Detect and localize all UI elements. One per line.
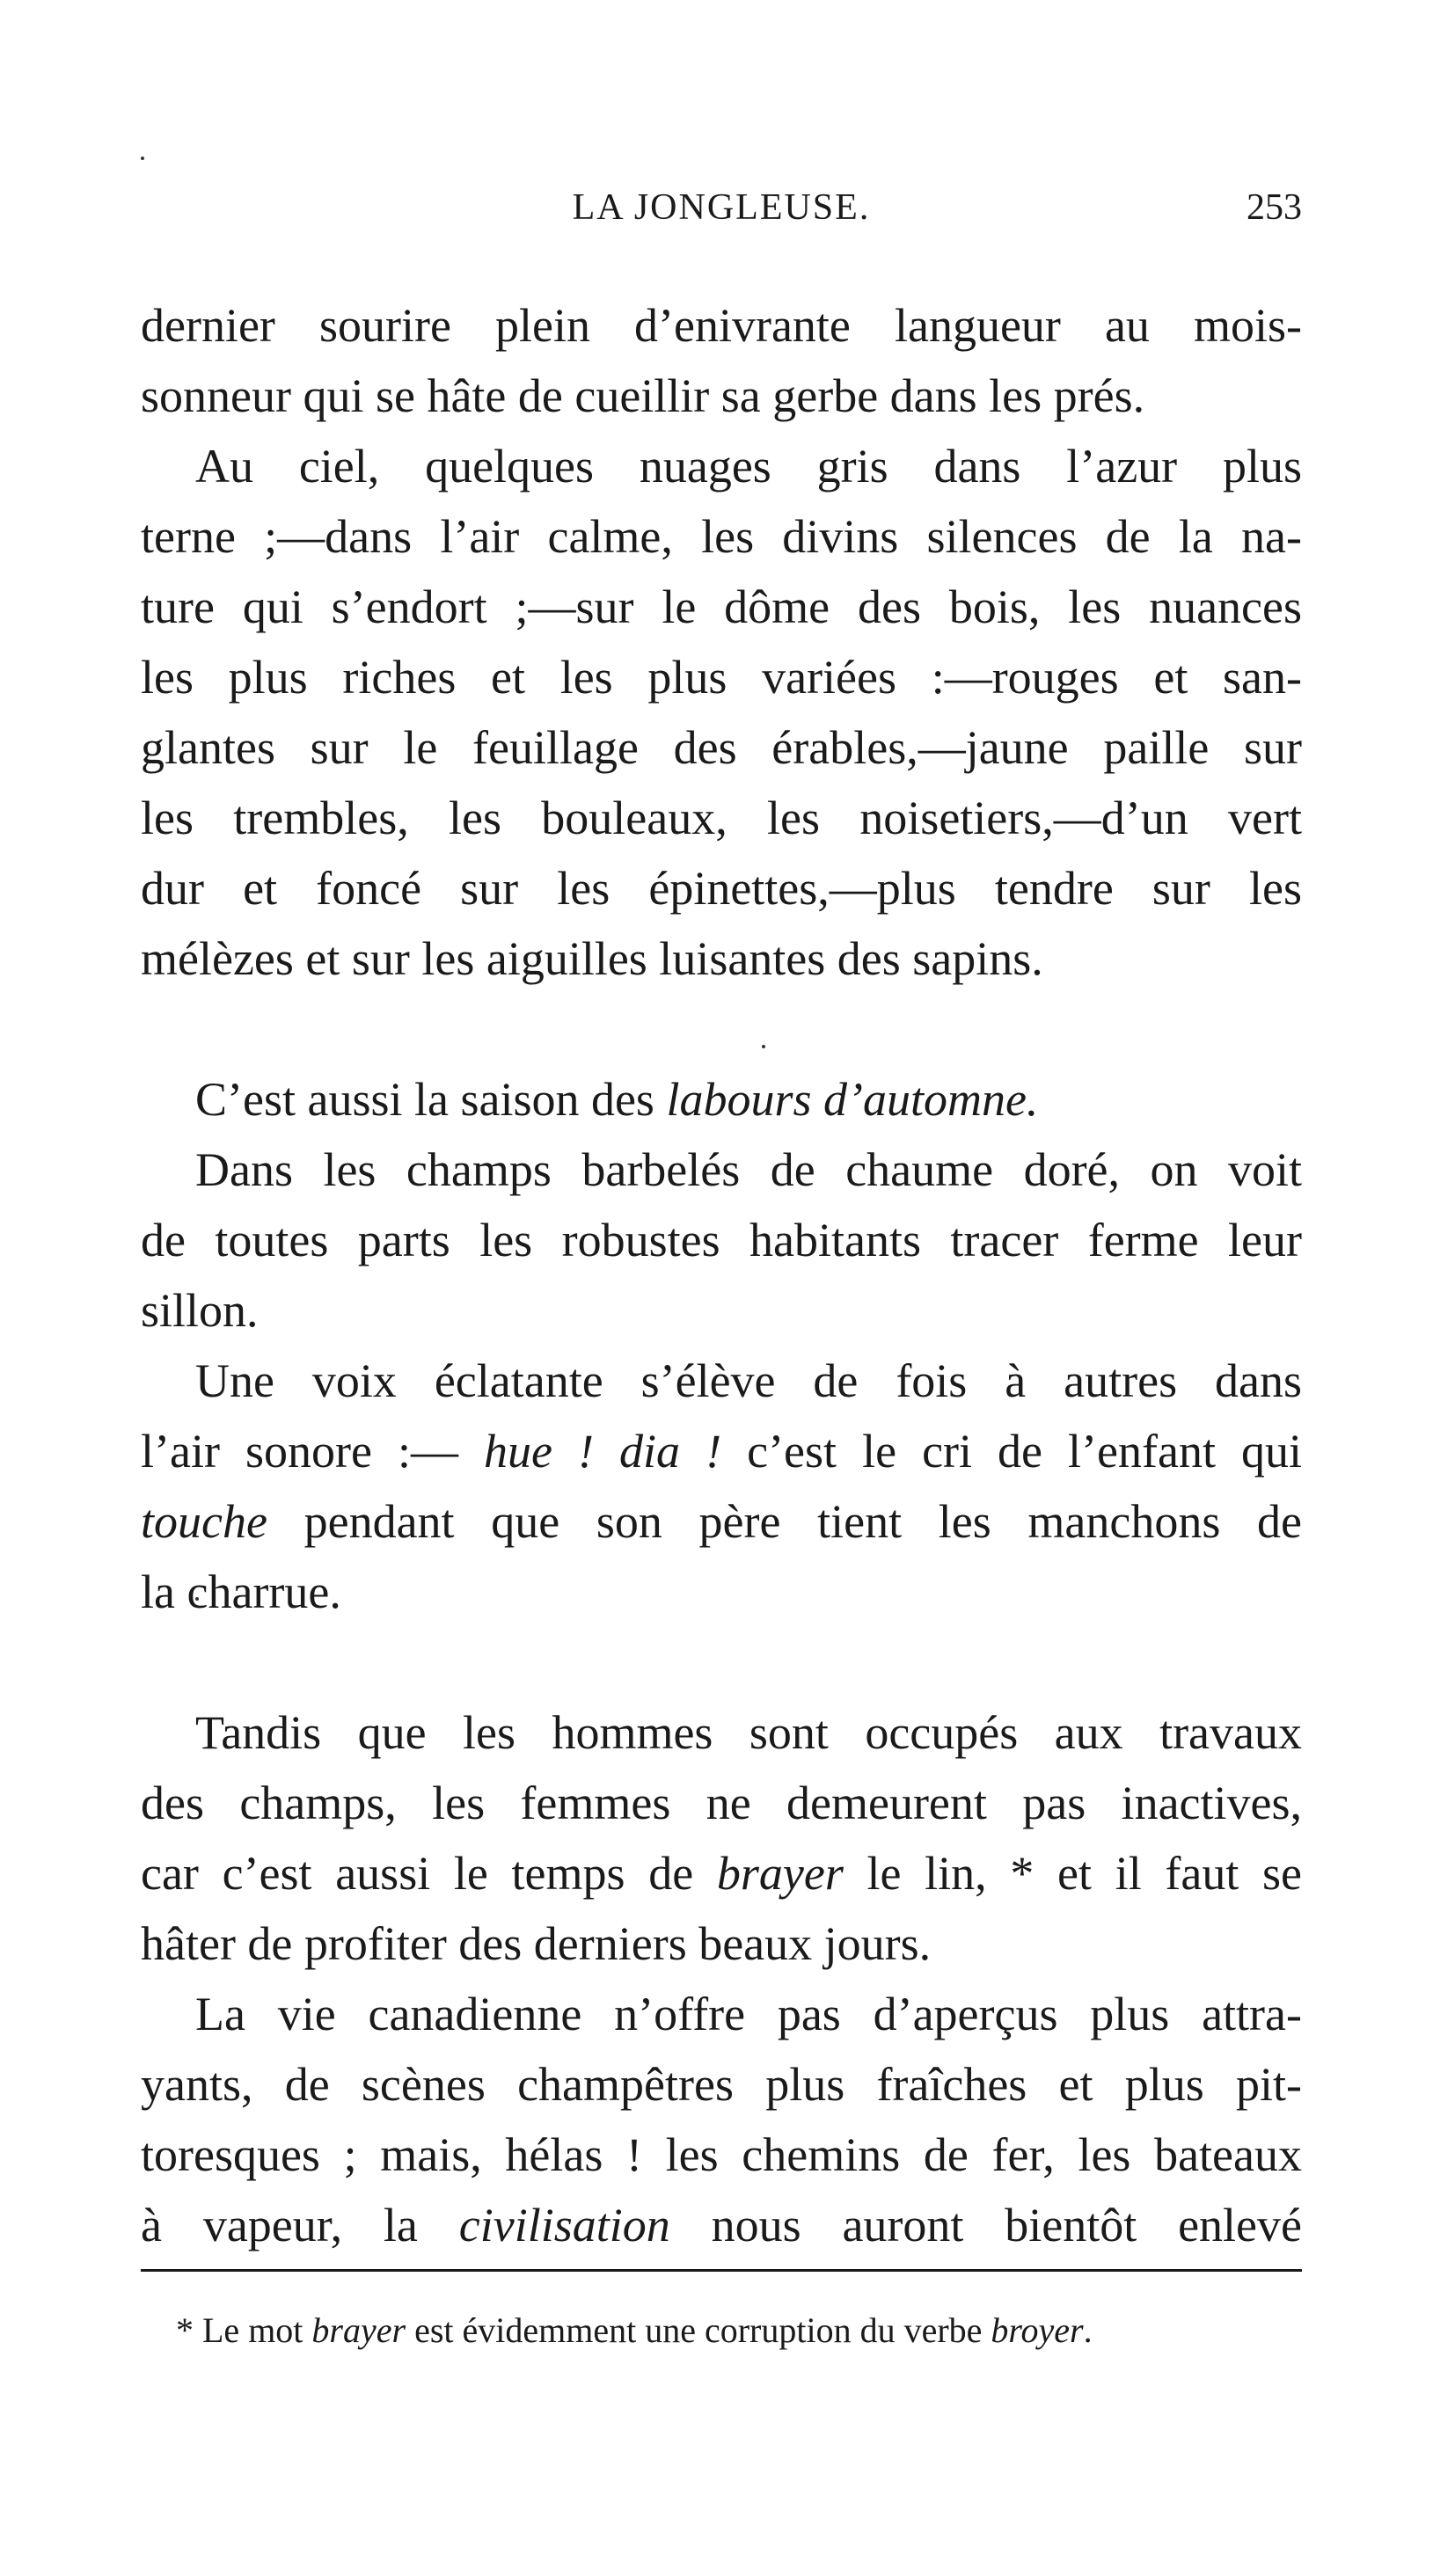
text-run: C’est aussi la saison des [195,1073,667,1126]
italic-term: touche [141,1495,267,1548]
text-line [141,1064,1302,1135]
text-line: sillon. [141,1284,259,1337]
text-line [141,1416,1302,1486]
text-run: pendant que son père tient les manchons de [267,1495,1302,1548]
text-line: Tandis que les hommes sont occupés aux travaux [195,1706,1302,1759]
paragraph [141,1346,1302,1627]
footnote-italic-term: brayer [311,2310,406,2350]
print-speck [141,157,144,160]
footnote-text: Le mot [194,2310,312,2350]
text-line: Une voix éclatante s’élève de fois à autres dans [195,1354,1302,1407]
text-run: car c’est aussi le temps de [141,1847,717,1900]
text-line [141,2190,1302,2260]
footnote-italic-term: broyer [991,2310,1084,2350]
text-line [141,1486,1302,1557]
text-line: mélèzes et sur les aiguilles luisantes des sapins. [141,932,1043,985]
text-run: le lin, * et il faut se [843,1847,1303,1900]
section-gap [141,1627,1302,1697]
text-line [141,1838,1302,1908]
text-line: hâter de profiter des derniers beaux jours. [141,1917,932,1970]
text-run: nous auront bientôt enlevé [669,2199,1302,2251]
section-gap [141,994,1302,1064]
text-line: les trembles, les bouleaux, les noisetiers,—d’un vert [141,792,1302,844]
italic-term: labours d’automne. [666,1073,1039,1126]
text-run: à vapeur, la [141,2199,459,2251]
page-number: 253 [1247,187,1302,228]
text-line: sonneur qui se hâte de cueillir sa gerbe dans les prés. [141,369,1145,422]
text-line: les plus riches et les plus variées :—rouges et san- [141,651,1302,704]
text-line: dernier sourire plein d’enivrante langueur au mois- [141,299,1302,352]
text-line: des champs, les femmes ne demeurent pas inactives, [141,1777,1302,1829]
italic-term: brayer [716,1847,844,1900]
text-line: toresques ; mais, hélas ! les chemins de fer, les bateaux [141,2128,1302,2181]
running-head [141,186,1302,239]
text-line: Dans les champs barbelés de chaume doré, on voit [195,1143,1302,1196]
body-text [141,290,1302,2260]
text-line: Au ciel, quelques nuages gris dans l’azur plus [195,440,1302,493]
footnote-marker: * [176,2310,194,2350]
paragraph [141,290,1302,431]
footnote-text: . [1083,2310,1093,2350]
footnote-rule [141,2269,1302,2272]
text-run: c’est le cri de l’enfant qui [721,1425,1303,1478]
text-line: glantes sur le feuillage des érables,—jaune paille sur [141,721,1302,774]
footnote [176,2304,1302,2357]
italic-term: civilisation [458,2199,670,2251]
paragraph [141,1979,1302,2260]
running-title: LA JONGLEUSE. [572,187,871,228]
paragraph [141,431,1302,994]
paragraph [141,1135,1302,1346]
text-line: ture qui s’endort ;—sur le dôme des bois, les nuances [141,580,1302,633]
text-line: la charrue. [141,1565,341,1618]
text-run: l’air sonore :— [141,1425,485,1478]
text-line: terne ;—dans l’air calme, les divins silences de la na- [141,510,1302,563]
footnote-text: est évidemment une corruption du verbe [406,2310,991,2350]
paragraph [141,1697,1302,1979]
italic-term: hue ! dia ! [484,1425,722,1478]
paragraph [141,1064,1302,1135]
text-line: de toutes parts les robustes habitants tracer ferme leur [141,1214,1302,1266]
text-line: dur et foncé sur les épinettes,—plus tendre sur les [141,862,1302,915]
text-line: La vie canadienne n’offre pas d’aperçus plus attra- [195,1988,1302,2040]
text-line: yants, de scènes champêtres plus fraîches et plus pit- [141,2058,1302,2111]
